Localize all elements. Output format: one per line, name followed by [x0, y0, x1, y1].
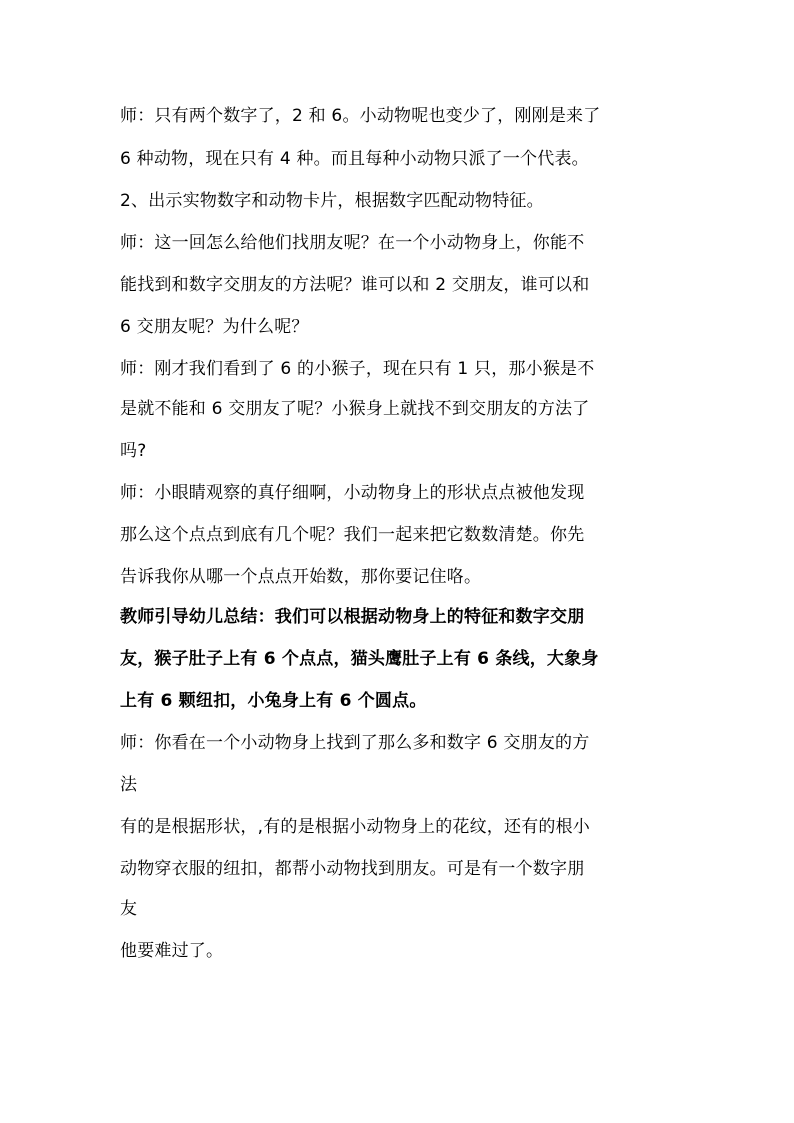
- text-line: 他要难过了。: [120, 941, 224, 961]
- summary-line: 上有 6 颗纽扣，小兔身上有 6 个圆点。: [120, 691, 427, 711]
- text-line: 6 种动物，现在只有 4 种。而且每种小动物只派了一个代表。: [120, 149, 589, 169]
- text-line: 友: [120, 899, 138, 919]
- text-line: 有的是根据形状，,有的是根据小动物身上的花纹，还有的根小: [120, 817, 591, 837]
- text-line: 是就不能和 6 交朋友了呢？小猴身上就找不到交朋友的方法了: [120, 399, 590, 419]
- summary-line: 教师引导幼儿总结：我们可以根据动物身上的特征和数字交朋: [120, 607, 585, 627]
- text-line: 告诉我你从哪一个点点开始数，那你要记住咯。: [120, 567, 482, 587]
- text-line: 6 交朋友呢？为什么呢？: [120, 317, 309, 337]
- text-line: 2、出示实物数字和动物卡片，根据数字匹配动物特征。: [120, 191, 544, 211]
- text-line: 师：这一回怎么给他们找朋友呢？在一个小动物身上，你能不: [120, 233, 585, 253]
- text-line: 师：小眼睛观察的真仔细啊，小动物身上的形状点点被他发现: [120, 483, 585, 503]
- text-line: 师：刚才我们看到了 6 的小猴子，现在只有 1 只，那小猴是不: [120, 359, 595, 379]
- text-line: 能找到和数字交朋友的方法呢？谁可以和 2 交朋友，谁可以和: [120, 275, 590, 295]
- text-line: 师：你看在一个小动物身上找到了那么多和数字 6 交朋友的方: [120, 733, 590, 753]
- text-line: 法: [120, 775, 138, 795]
- summary-line: 友，猴子肚子上有 6 个点点，猫头鹰肚子上有 6 条线，大象身: [120, 649, 599, 669]
- text-line: 动物穿衣服的纽扣，都帮小动物找到朋友。可是有一个数字朋: [120, 859, 585, 879]
- text-line: 吗?: [120, 441, 147, 461]
- text-line: 师：只有两个数字了，2 和 6。小动物呢也变少了，刚刚是来了: [120, 106, 601, 126]
- text-line: 那么这个点点到底有几个呢？我们一起来把它数数清楚。你先: [120, 525, 585, 545]
